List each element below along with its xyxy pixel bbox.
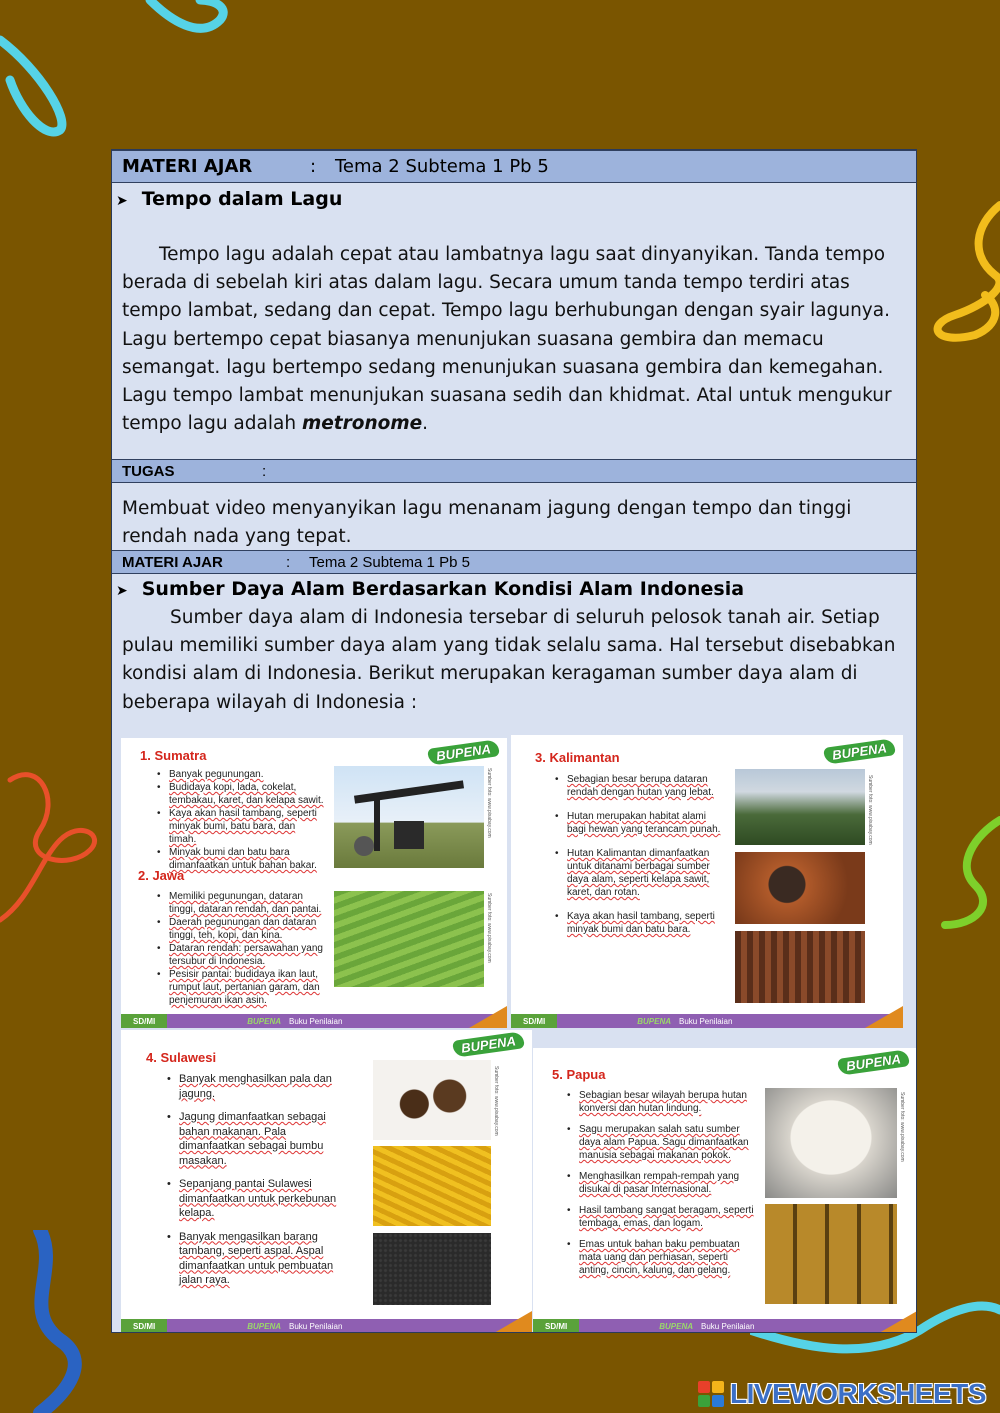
list-item: • Menghasilkan rempah-rempah yang disukai di pasar Internasional.: [565, 1170, 760, 1196]
list-item: • Sepanjang pantai Sulawesi dimanfaatkan untuk perkebunan kelapa.: [165, 1177, 350, 1221]
slide-title: 4. Sulawesi: [146, 1050, 217, 1065]
yellow-scribble-right: [915, 195, 1000, 375]
green-scribble-right: [915, 815, 1000, 935]
section-heading-tempo: [116, 188, 342, 210]
slide-kalimantan: [511, 735, 903, 1028]
list-item: • Banyak pegunungan.: [155, 768, 325, 781]
photo-credit: Sumber foto: www.pixabay.com: [486, 893, 492, 963]
list-item: • Jagung dimanfaatkan sebagai bahan makanan. Pala dimanfaatkan sebagai bumbu masakan.: [165, 1110, 350, 1168]
list-item: • Hutan Kalimantan dimanfaatkan untuk ditanami berbagai sumber daya alam, seperti kelapa sawit, karet, dan rotan.: [553, 847, 721, 899]
liveworksheets-logo-icon: [698, 1381, 724, 1407]
asphalt-photo: [373, 1233, 491, 1305]
list-item: • Banyak menghasilkan pala dan jagung.: [165, 1072, 350, 1101]
materi-ajar-bar-2: [112, 550, 916, 574]
list-item: • Minyak bumi dan batu bara dimanfaatkan untuk bahan bakar.: [155, 846, 325, 872]
bupena-logo: BUPENA: [823, 738, 896, 765]
section-heading-sda: [116, 578, 744, 600]
cyan-scribble-top-left: [0, 0, 240, 140]
slide-papua: [533, 1048, 917, 1333]
papua-bullets: [565, 1089, 760, 1277]
slide-sulawesi: [121, 1030, 532, 1333]
photo-credit: Sumber foto: www.pixabay.com: [899, 1092, 905, 1162]
materi-ajar-value: Tema 2 Subtema 1 Pb 5: [335, 156, 549, 177]
tugas-bar: [112, 459, 916, 483]
tugas-colon: :: [262, 462, 267, 480]
list-item: • Hutan merupakan habitat alami bagi hewan yang terancam punah.: [553, 810, 721, 836]
tugas-text: Membuat video menyanyikan lagu menanam jagung dengan tempo dan tinggi rendah nada yang tepat.: [122, 498, 852, 548]
list-item: • Banyak mengasilkan barang tambang, seperti aspal. Aspal dimanfaatkan untuk pembuatan jalan raya.: [165, 1230, 350, 1288]
blue-scribble-bottom-left: [0, 1230, 110, 1413]
sumatra-bullets: [155, 768, 325, 872]
slide-title: 2. Jawa: [138, 868, 185, 883]
orange-scribble-left: [0, 760, 110, 940]
tea-terrace-photo: [334, 891, 484, 987]
watermark-text: LIVEWORKSHEETS: [730, 1378, 986, 1409]
list-item: • Daerah pegunungan dan dataran tinggi, teh, kopi, dan kina.: [155, 916, 325, 942]
worksheet: [111, 149, 917, 1333]
list-item: • Kaya akan hasil tambang, seperti minyak bumi, batu bara, dan timah.: [155, 807, 325, 846]
nutmeg-photo: [373, 1060, 491, 1140]
photo-credit: Sumber foto: www.pixabay.com: [493, 1066, 499, 1136]
sago-flour-photo: [765, 1088, 897, 1198]
photo-credit: Sumber foto: www.pixabay.com: [486, 768, 492, 838]
kalimantan-bullets: [553, 773, 721, 936]
bupena-logo: BUPENA: [427, 739, 500, 766]
slide-title: 5. Papua: [552, 1067, 606, 1082]
materi-ajar-label: MATERI AJAR: [122, 553, 223, 571]
bupena-logo: BUPENA: [452, 1031, 525, 1058]
list-item: • Pesisir pantai: budidaya ikan laut, rumput laut, pertanian garam, dan penjemuran ikan asin.: [155, 968, 325, 1007]
materi-ajar-label: MATERI AJAR: [122, 156, 253, 177]
sulawesi-bullets: [165, 1072, 350, 1288]
rattan-photo: [735, 931, 865, 1003]
metronome-term: metronome: [301, 413, 423, 435]
heading-text: Sumber Daya Alam Berdasarkan Kondisi Alam Indonesia: [141, 578, 745, 600]
list-item: • Dataran rendah: persawahan yang tersubur di Indonesia.: [155, 942, 325, 968]
slide-footer: SD/MI BUPENA Buku Penilaian: [533, 1319, 917, 1333]
materi-ajar-colon: :: [310, 156, 317, 177]
arrow-bullet-icon: ➤: [116, 583, 128, 599]
materi-ajar-bar-1: [112, 150, 916, 183]
gold-bars-photo: [765, 1204, 897, 1304]
list-item: • Memiliki pegunungan, dataran tinggi, dataran rendah, dan pantai.: [155, 890, 325, 916]
materi-ajar-colon: :: [286, 553, 291, 571]
slide-footer: SD/MI BUPENA Buku Penilaian: [121, 1319, 532, 1333]
list-item: • Emas untuk bahan baku pembuatan mata uang dan perhiasan, seperti anting, cincin, kalung, dan gelang.: [565, 1238, 760, 1277]
list-item: • Kaya akan hasil tambang, seperti minyak bumi dan batu bara.: [553, 910, 721, 936]
jawa-bullets: [155, 890, 325, 1007]
tempo-paragraph: Tempo lagu adalah cepat atau lambatnya lagu saat dinyanyikan. Tanda tempo berada di sebelah kiri atas dalam lagu. Secara umum tanda tempo terdiri atas tempo lambat, sedang dan cepat. Tempo lagu berhubungan dengan syair lagunya. Lagu bertempo cepat biasanya menunjukan suasana gembira dan memacu semangat. lagu bertempo sedang menunjukan suasana gembira dan kemegahan. Lagu tempo lambat menunjukan suasana sedih dan khidmat. Atal untuk mengukur tempo lagu adalah metronome.: [122, 244, 892, 435]
bupena-logo: BUPENA: [837, 1049, 910, 1076]
list-item: • Hasil tambang sangat beragam, seperti tembaga, emas, dan logam.: [565, 1204, 760, 1230]
slide-footer: SD/MI BUPENA Buku Penilaian: [121, 1014, 507, 1028]
slide-sumatra-jawa: [121, 738, 507, 1028]
list-item: • Budidaya kopi, lada, cokelat, tembakau, karet, dan kelapa sawit.: [155, 781, 325, 807]
tugas-label: TUGAS: [122, 462, 175, 480]
list-item: • Sebagian besar wilayah berupa hutan konversi dan hutan lindung.: [565, 1089, 760, 1115]
liveworksheets-watermark: [698, 1378, 986, 1410]
slide-title: 1. Sumatra: [140, 748, 207, 763]
mountain-forest-photo: [735, 769, 865, 845]
photo-credit: Sumber foto: www.pixabay.com: [867, 775, 873, 845]
list-item: • Sagu merupakan salah satu sumber daya alam Papua. Sagu dimanfaatkan manusia sebagai makanan pokok.: [565, 1123, 760, 1162]
heading-text: Tempo dalam Lagu: [141, 188, 343, 210]
arrow-bullet-icon: ➤: [116, 193, 128, 209]
list-item: • Sebagian besar berupa dataran rendah dengan hutan yang lebat.: [553, 773, 721, 799]
orangutan-photo: [735, 852, 865, 924]
slide-title: 3. Kalimantan: [535, 750, 620, 765]
oil-pump-photo: [334, 766, 484, 868]
slide-footer: SD/MI BUPENA Buku Penilaian: [511, 1014, 903, 1028]
corn-photo: [373, 1146, 491, 1226]
materi-ajar-value: Tema 2 Subtema 1 Pb 5: [309, 553, 470, 571]
sda-paragraph: Sumber daya alam di Indonesia tersebar di seluruh pelosok tanah air. Setiap pulau memiliki sumber daya alam yang tidak selalu sama. Hal tersebut disebabkan kondisi alam di Indonesia. Berikut merupakan keragaman sumber daya alam di beberapa wilayah di Indonesia :: [122, 607, 896, 713]
